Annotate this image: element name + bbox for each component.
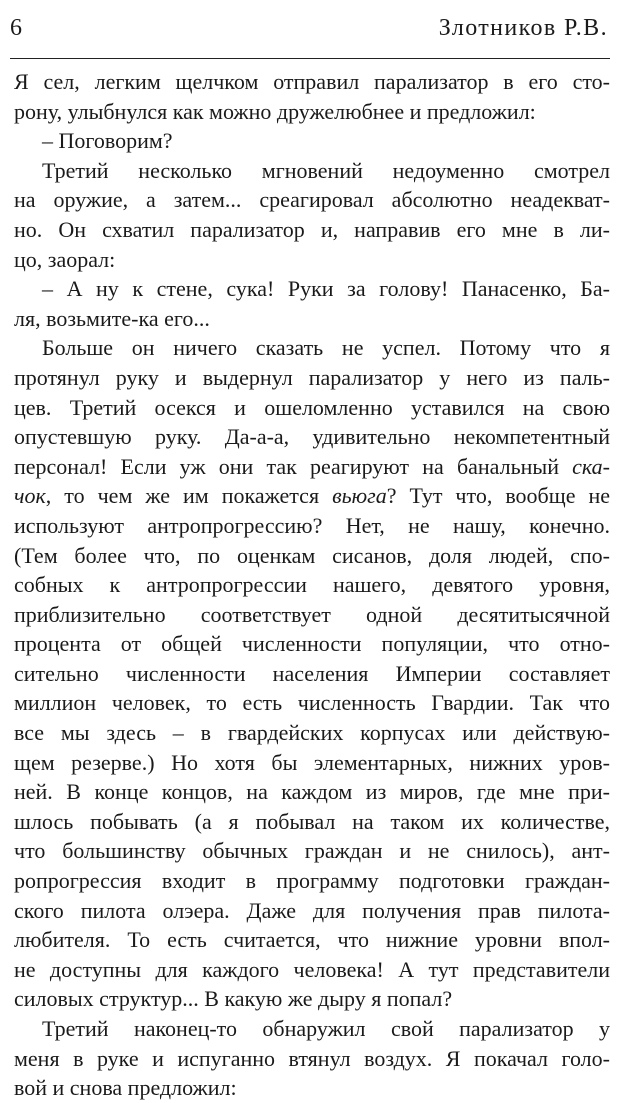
text-segment: персонал! Если уж они так реагируют на банальный	[14, 453, 573, 479]
text-segment: , то чем же им покажется	[45, 483, 333, 509]
paragraph-first-line: Третий наконец-то обнаружил свой парализатор у	[42, 1016, 610, 1041]
text-line: опустевшую руку. Да-а-а, удивительно некомпетентный	[14, 424, 610, 450]
dialogue-line: – Поговорим?	[42, 128, 173, 154]
text-segment: ? Тут что, вообще не	[386, 483, 610, 509]
text-line-with-italic	[14, 452, 610, 482]
text-line: протянул руку и выдернул парализатор у него из паль-	[14, 364, 610, 390]
text-line: не доступны для каждого человека! А тут представители	[14, 956, 610, 982]
text-line: что большинству обычных граждан и не снилось), ант-	[14, 838, 610, 864]
italic-word: ска-	[572, 453, 610, 479]
text-line: ропрогрессия входит в программу подготовки граждан-	[14, 868, 610, 894]
text-line: шлось побывать (а я побывал на таком их количестве,	[14, 808, 610, 834]
text-line: процента от общей численности популяции, что отно-	[14, 631, 610, 657]
running-head	[10, 8, 608, 48]
paragraph-first-line: Больше он ничего сказать не успел. Потому что я	[42, 335, 610, 361]
text-line: собных к антропрогрессии нашего, девятого уровня,	[14, 572, 610, 598]
body-text	[14, 67, 610, 1103]
text-line: меня в руке и испуганно втянул воздух. Я покачал голо-	[14, 1045, 610, 1071]
text-line-with-italic	[14, 481, 610, 511]
text-line: цо, заорал:	[14, 246, 116, 272]
italic-word: вьюга	[332, 483, 387, 509]
text-line: на оружие, а затем... среагировал абсолютно неадекват-	[14, 187, 610, 213]
dialogue-line: – А ну к стене, сука! Руки за голову! Панасенко, Ба-	[42, 276, 610, 302]
page-number: 6	[10, 15, 23, 41]
italic-word: чок	[14, 483, 46, 509]
text-line: вой и снова предложил:	[14, 1075, 237, 1101]
header-rule	[10, 58, 610, 59]
text-line: ского пилота олэера. Даже для получения прав пилота-	[14, 897, 610, 923]
text-line: цев. Третий осекся и ошеломленно уставился на свою	[14, 394, 610, 420]
text-line: приблизительно соответствует одной десятитысячной	[14, 601, 610, 627]
running-head-author: Злотников Р.В.	[438, 15, 608, 41]
text-line: щем резерве.) Но хотя бы элементарных, нижних уров-	[14, 749, 610, 775]
text-line: любителя. То есть считается, что нижние уровни впол-	[14, 927, 610, 953]
text-line: миллион человек, то есть численность Гвардии. Так что	[14, 690, 610, 716]
text-line: Я сел, легким щелчком отправил парализатор в его сто-	[14, 69, 610, 94]
text-line: ля, возьмите-ка его...	[14, 305, 210, 331]
text-line: используют антропрогрессию? Нет, не нашу, конечно.	[14, 512, 610, 538]
paragraph-first-line: Третий несколько мгновений недоуменно смотрел	[42, 157, 610, 183]
text-line: но. Он схватил парализатор и, направив его мне в ли-	[14, 216, 610, 242]
text-line: все мы здесь – в гвардейских корпусах или действую-	[14, 720, 610, 746]
text-line: рону, улыбнулся как можно дружелюбнее и предложил:	[14, 98, 536, 124]
text-line: ней. В конце концов, на каждом из миров, где мне при-	[14, 779, 610, 805]
text-line: (Тем более что, по оценкам сисанов, доля людей, спо-	[14, 542, 610, 568]
text-line: сительно численности населения Империи составляет	[14, 660, 610, 686]
text-line: силовых структур... В какую же дыру я попал?	[14, 986, 453, 1012]
